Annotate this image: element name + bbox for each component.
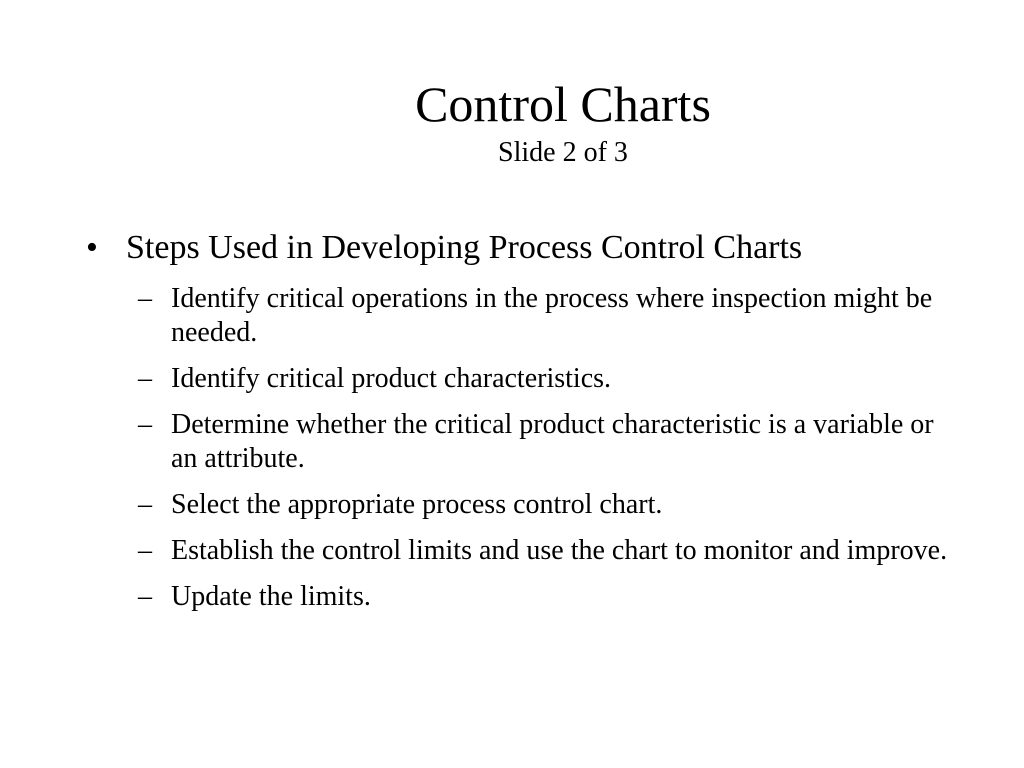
dash-marker: –	[138, 409, 152, 440]
bullet-marker: •	[86, 229, 98, 266]
sub-bullet-text: Select the appropriate process control chart.	[171, 489, 663, 520]
slide-subtitle: Slide 2 of 3	[498, 137, 628, 168]
main-bullet-text: Steps Used in Developing Process Control Charts	[126, 229, 803, 266]
sub-bullet-text: Establish the control limits and use the chart to monitor and improve.	[171, 535, 948, 566]
sub-bullet-item	[138, 362, 958, 396]
title-block	[100, 74, 1024, 170]
dash-marker: –	[138, 283, 152, 314]
sub-bullet-text: Determine whether the critical product characteristic is a variable or an attribute.	[171, 409, 934, 474]
sub-bullet-item	[138, 282, 958, 350]
main-bullet	[86, 226, 986, 270]
sub-bullet-item	[138, 488, 958, 522]
sub-bullet-item	[138, 534, 958, 568]
sub-bullet-list	[138, 282, 958, 626]
sub-bullet-text: Update the limits.	[171, 581, 371, 612]
slide-title: Control Charts	[415, 76, 711, 132]
sub-bullet-item	[138, 408, 958, 476]
dash-marker: –	[138, 535, 152, 566]
dash-marker: –	[138, 363, 152, 394]
dash-marker: –	[138, 581, 152, 612]
sub-bullet-text: Identify critical product characteristics.	[171, 363, 612, 394]
dash-marker: –	[138, 489, 152, 520]
sub-bullet-text: Identify critical operations in the process where inspection might be needed.	[171, 283, 933, 348]
sub-bullet-item	[138, 580, 958, 614]
